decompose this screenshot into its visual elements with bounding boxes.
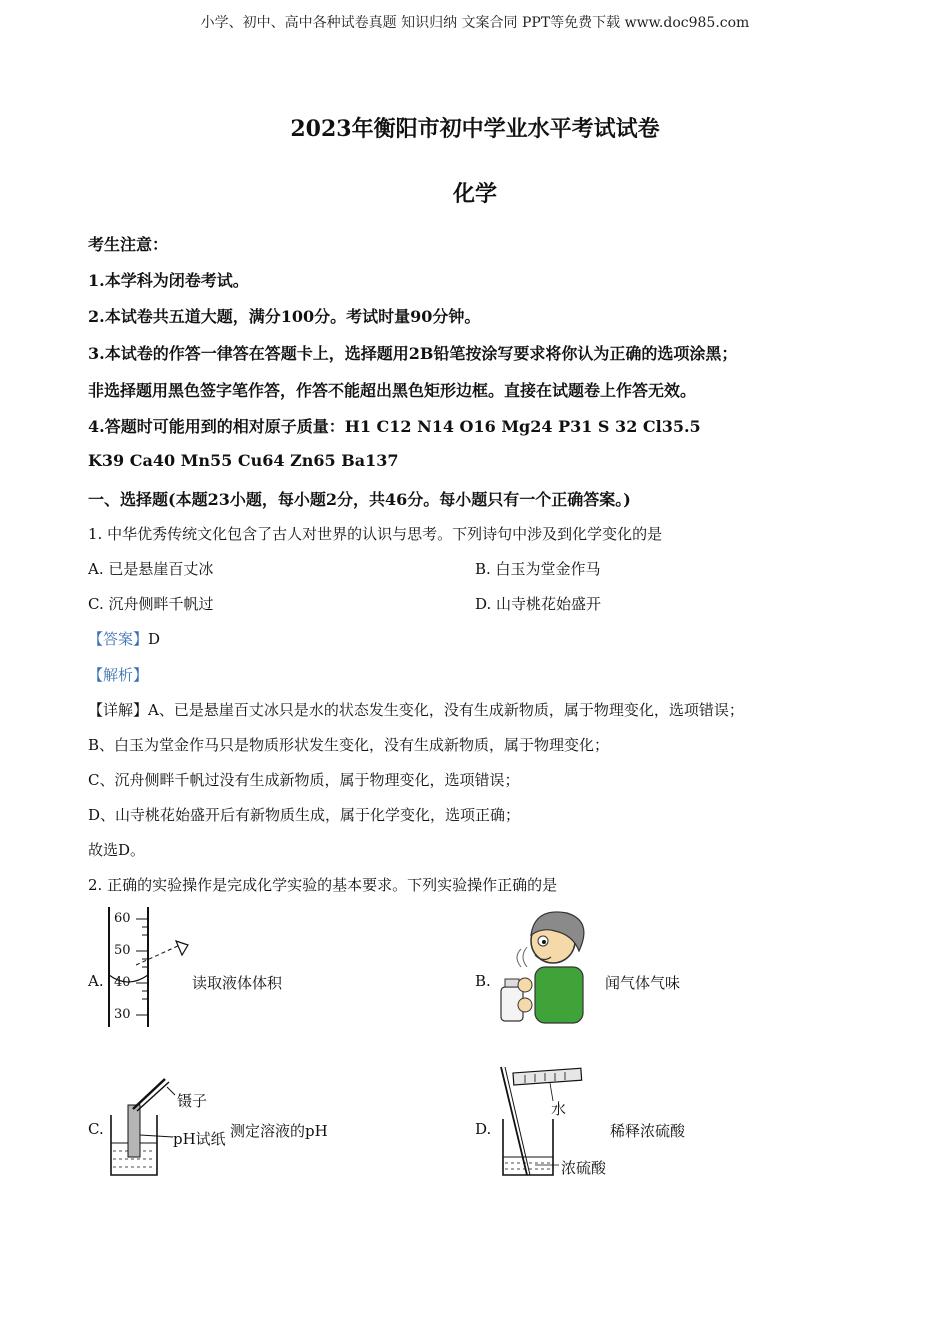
q1-stem: 1. 中华优秀传统文化包含了古人对世界的认识与思考。下列诗句中涉及到化学变化的是 [88, 525, 663, 543]
answer-value: D [148, 630, 161, 648]
q2-stem: 2. 正确的实验操作是完成化学实验的基本要求。下列实验操作正确的是 [88, 876, 558, 894]
ph-test-figure [105, 1075, 180, 1180]
q1-option-c: C. 沉舟侧畔千帆过 [88, 595, 214, 613]
q1-option-b: B. 白玉为堂金作马 [475, 560, 601, 578]
detail-text: A、已是悬崖百丈冰只是水的状态发生变化，没有生成新物质，属于物理变化，选项错误； [148, 701, 744, 719]
q1-option-a: A. 已是悬崖百丈冰 [88, 560, 214, 578]
label-ph-paper: pH试纸 [173, 1130, 226, 1148]
label-tweezers: 镊子 [177, 1092, 208, 1110]
cylinder-tick-label: 60 [114, 911, 131, 926]
q2-option-a-caption: 读取液体体积 [192, 974, 283, 992]
q1-detail-line [88, 699, 744, 720]
q2-option-d-caption: 稀释浓硫酸 [610, 1122, 686, 1140]
q1-option-d: D. 山寺桃花始盛开 [475, 595, 602, 613]
q1-detail-line: B、白玉为堂金作马只是物质形状发生变化，没有生成新物质，属于物理变化； [88, 736, 610, 754]
notice-item: 4.答题时可能用到的相对原子质量：H1 C12 N14 O16 Mg24 P31 S 32 Cl35.5 [88, 417, 701, 436]
q1-answer [88, 628, 160, 649]
detail-label: 【详解】 [88, 701, 149, 719]
q2-option-a-letter: A. [88, 972, 104, 990]
label-conc-acid: 浓硫酸 [561, 1159, 607, 1177]
notice-item: 2.本试卷共五道大题，满分100分。考试时量90分钟。 [88, 307, 481, 326]
section-heading: 一、选择题(本题23小题，每小题2分，共46分。每小题只有一个正确答案。) [88, 490, 631, 509]
q1-detail-line: 故选D。 [88, 841, 146, 859]
cylinder-tick-label: 40 [114, 975, 131, 990]
answer-label: 【答案】 [88, 630, 149, 648]
notice-item: 非选择题用黑色签字笔作答，作答不能超出黑色矩形边框。直接在试题卷上作答无效。 [88, 381, 697, 400]
label-water: 水 [551, 1100, 567, 1118]
q2-option-c-caption: 测定溶液的pH [230, 1122, 328, 1140]
cylinder-tick-label: 30 [114, 1007, 131, 1022]
notice-heading: 考生注意： [88, 235, 169, 254]
q1-detail-line: C、沉舟侧畔千帆过没有生成新物质，属于物理变化，选项错误； [88, 771, 520, 789]
exam-subject: 化学 [452, 181, 497, 207]
q2-option-c-letter: C. [88, 1120, 104, 1138]
notice-item: K39 Ca40 Mn55 Cu64 Zn65 Ba137 [88, 451, 399, 470]
q2-option-b-letter: B. [475, 972, 491, 990]
smell-gas-figure [495, 905, 595, 1030]
cylinder-tick-label: 50 [114, 943, 131, 958]
analysis-label: 【解析】 [88, 666, 149, 684]
site-banner: 小学、初中、高中各种试卷真题 知识归纳 文案合同 PPT等免费下载 www.doc985.com [200, 15, 750, 31]
exam-title: 2023年衡阳市初中学业水平考试试卷 [290, 116, 660, 142]
q1-detail-line: D、山寺桃花始盛开后有新物质生成，属于化学变化，选项正确； [88, 806, 521, 824]
q2-option-d-letter: D. [475, 1120, 492, 1138]
notice-item: 1.本学科为闭卷考试。 [88, 271, 249, 290]
notice-item: 3.本试卷的作答一律答在答题卡上，选择题用2B铅笔按涂写要求将你认为正确的选项涂黑； [88, 344, 738, 363]
q2-option-b-caption: 闻气体气味 [605, 974, 681, 992]
